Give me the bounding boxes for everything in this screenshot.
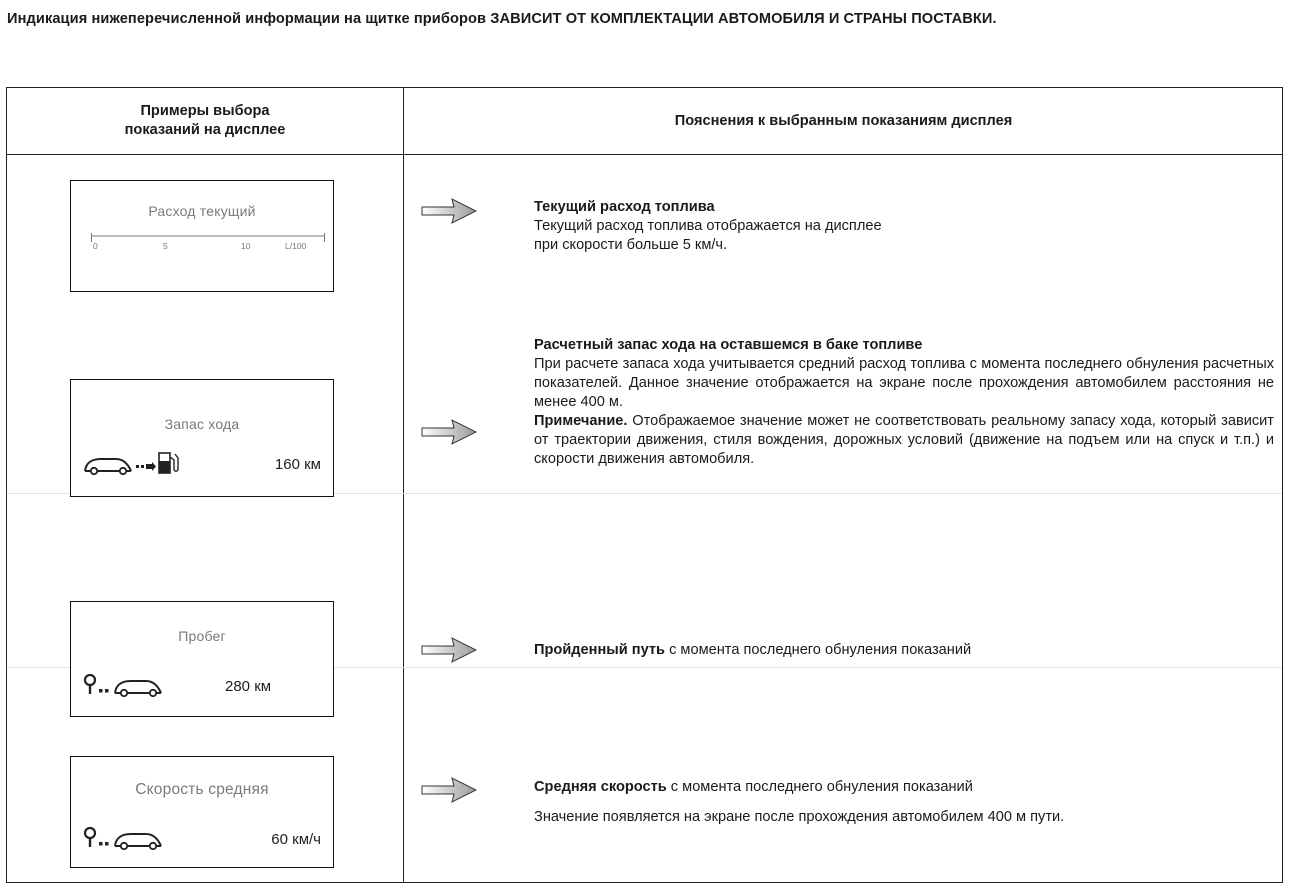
display-title: Запас хода	[164, 416, 240, 432]
scale-label-0: 0	[93, 241, 98, 251]
explanation-text-line2: при скорости больше 5 км/ч.	[534, 237, 728, 253]
right-arrow-icon	[421, 419, 477, 445]
display-trip	[70, 601, 334, 717]
explanation-text: с момента последнего обнуления показаний	[666, 779, 973, 795]
car-to-fuel-icon	[83, 450, 183, 478]
display-title: Скорость средняя	[135, 781, 269, 798]
car-icon	[115, 681, 161, 696]
scale-label-unit: L/100	[285, 241, 307, 251]
explanation-text-line1: Текущий расход топлива отображается на дисплее	[534, 218, 882, 234]
right-arrow-icon	[421, 777, 477, 803]
explanation-text: с момента последнего обнуления показаний	[665, 642, 972, 658]
header-left	[7, 88, 403, 154]
explanation-text: При расчете запаса хода учитывается средний расход топлива с момента последнего обнуления расчетных показателей. Данное значение отображается на экране после прохождения автомобилем расстояния не менее 400 м.	[534, 356, 1274, 410]
car-icon	[115, 834, 161, 849]
scale-label-5: 5	[163, 241, 168, 251]
explanation-trip	[534, 641, 1274, 660]
display-current-consumption	[70, 180, 334, 292]
display-range	[70, 379, 334, 497]
explanation-average-speed	[534, 778, 1274, 827]
header-right: Пояснения к выбранным показаниям дисплея	[674, 113, 1013, 129]
explanation-heading: Средняя скорость	[534, 779, 667, 795]
scale-label-10: 10	[241, 241, 251, 251]
note-label: Примечание.	[534, 413, 628, 429]
note-text: Отображаемое значение может не соответствовать реальному запасу хода, который зависит от траектории движения, стиля вождения, дорожных условий (движение на подъем или на спуск и т.п.) и скорости движения автомобиля.	[534, 413, 1274, 467]
display-average-speed	[70, 756, 334, 868]
trip-value: 280 км	[225, 678, 272, 695]
average-speed-value: 60 км/ч	[271, 831, 321, 848]
pin-to-car-icon	[83, 825, 173, 853]
range-value: 160 км	[274, 456, 321, 473]
explanation-heading: Текущий расход топлива	[534, 199, 715, 215]
display-title: Расход текущий	[148, 203, 256, 219]
car-icon	[85, 459, 131, 474]
location-pin-icon	[85, 828, 95, 847]
location-pin-icon	[85, 675, 95, 694]
explanation-heading: Пройденный путь	[534, 642, 666, 658]
header-left-line2: показаний на дисплее	[124, 122, 286, 138]
column-divider	[403, 88, 404, 882]
right-arrow-icon	[421, 198, 477, 224]
intro-notice: Индикация нижеперечисленной информации на щитке приборов ЗАВИСИТ ОТ КОМПЛЕКТАЦИИ АВТОМОБИЛЯ И СТРАНЫ ПОСТАВКИ.	[7, 11, 997, 27]
fuel-pump-icon	[159, 453, 178, 473]
pin-to-car-icon	[83, 672, 173, 700]
display-title: Пробег	[178, 628, 226, 644]
explanation-range	[534, 336, 1274, 469]
explanation-text2: Значение появляется на экране после прохождения автомобилем 400 м пути.	[534, 809, 1065, 825]
explanation-current-consumption	[534, 198, 1274, 255]
explanation-heading: Расчетный запас хода на оставшемся в баке топливе	[534, 337, 923, 353]
header-left-line1: Примеры выбора	[140, 103, 270, 119]
header-divider	[7, 154, 1282, 155]
right-arrow-icon	[421, 637, 477, 663]
